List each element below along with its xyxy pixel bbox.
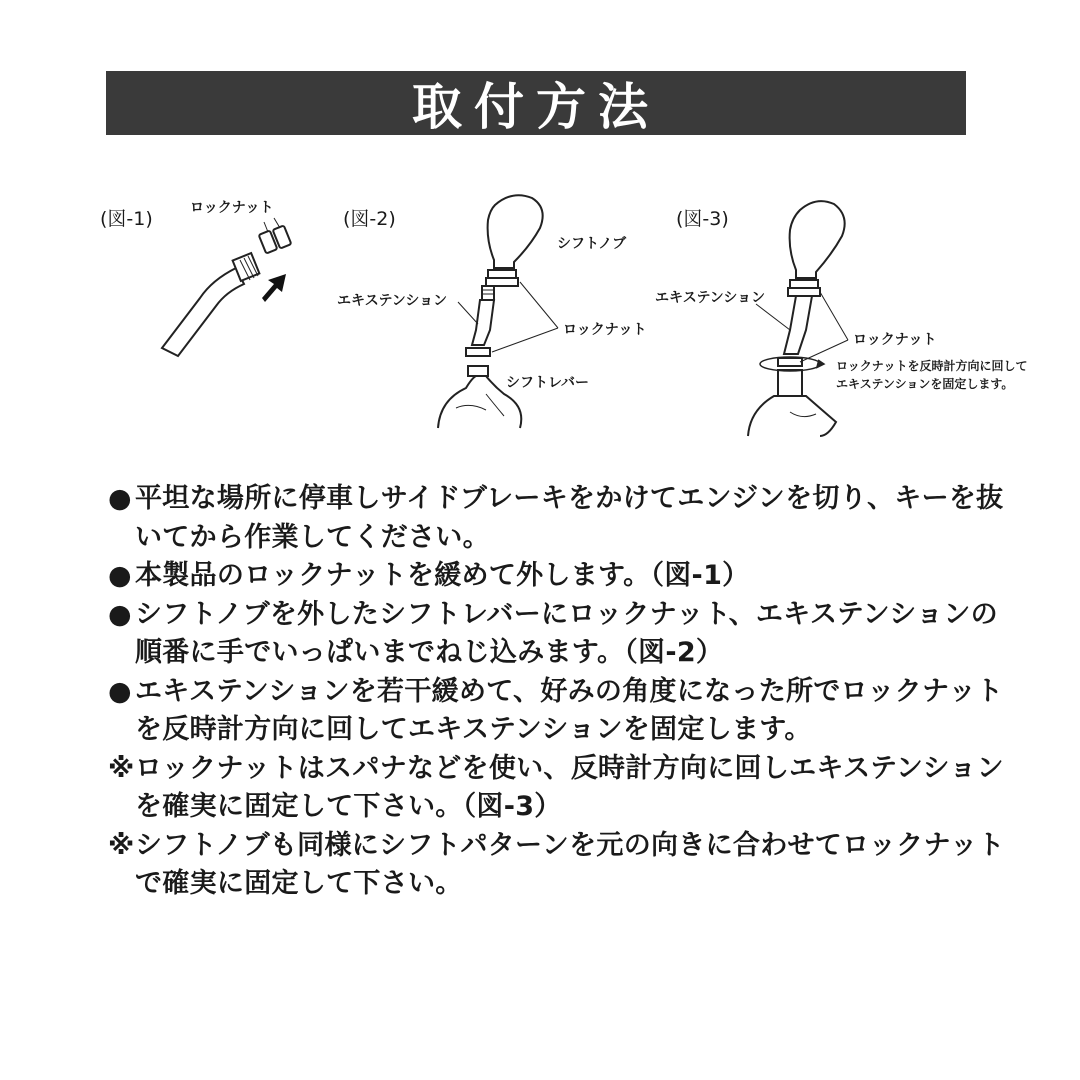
bullet-marker: ● bbox=[108, 675, 132, 707]
instruction-text: 本製品のロックナットを緩めて外します。（図-1） bbox=[135, 560, 750, 591]
fig3-note-line-1: ロックナットを反時計方向に回して bbox=[836, 359, 1028, 373]
note-marker: ※ bbox=[108, 752, 135, 784]
bullet-marker: ● bbox=[108, 483, 132, 514]
fig3-extension-label: エキステンション bbox=[655, 290, 766, 306]
instruction-list bbox=[108, 480, 1008, 904]
title-banner bbox=[106, 71, 966, 135]
fig3-label: (図-3) bbox=[676, 208, 729, 230]
instruction-item bbox=[108, 480, 1008, 557]
assembled-shifter-illustration bbox=[748, 201, 845, 436]
fig1-label: (図-1) bbox=[100, 208, 153, 230]
figure-1 bbox=[100, 200, 291, 356]
fig2-label: (図-2) bbox=[343, 208, 396, 230]
fig2-extension-label: エキステンション bbox=[337, 293, 448, 309]
note-text: シフトノブも同様にシフトパターンを元の向きに合わせてロックナット で確実に固定して下さい。 bbox=[135, 829, 1005, 899]
figure-2 bbox=[337, 195, 646, 428]
extension-rod-illustration bbox=[162, 253, 259, 356]
extension-illustration bbox=[466, 286, 494, 376]
note-text: ロックナットはスパナなどを使い、反時計方向に回しエキステンション を確実に固定して下さい。（図-3） bbox=[135, 752, 1004, 822]
instruction-item bbox=[108, 673, 1008, 750]
instruction-item bbox=[108, 557, 1008, 596]
fig2-knob-label: シフトノブ bbox=[557, 236, 627, 252]
instruction-text: エキステンションを若干緩めて、好みの角度になった所でロックナット を反時計方向に回してエキステンションを固定します。 bbox=[135, 675, 1004, 745]
instruction-text: シフトノブを外したシフトレバーにロックナット、エキステンションの 順番に手でいっぱいまでねじ込みます。（図-2） bbox=[135, 598, 998, 668]
fig3-locknut-label: ロックナット bbox=[853, 332, 937, 348]
fig1-locknut-label: ロックナット bbox=[190, 200, 274, 216]
fig2-locknut-label: ロックナット bbox=[563, 322, 647, 338]
shift-knob-illustration bbox=[486, 195, 543, 286]
instruction-text: 平坦な場所に停車しサイドブレーキをかけてエンジンを切り、キーを抜 いてから作業してください。 bbox=[135, 483, 1004, 553]
note-marker: ※ bbox=[108, 829, 135, 861]
fig3-note-line-2: エキステンションを固定します。 bbox=[836, 377, 1014, 391]
bullet-marker: ● bbox=[108, 560, 132, 591]
fig2-lever-label: シフトレバー bbox=[506, 375, 590, 391]
note-item bbox=[108, 827, 1008, 904]
locknut-pair-illustration bbox=[259, 218, 292, 254]
instruction-item bbox=[108, 596, 1008, 673]
note-item bbox=[108, 750, 1008, 827]
figure-3 bbox=[655, 201, 1028, 436]
arrow-icon bbox=[262, 274, 286, 302]
bullet-marker: ● bbox=[108, 598, 132, 630]
installation-diagrams bbox=[0, 180, 1080, 450]
page-title: 取付方法 bbox=[412, 78, 660, 136]
